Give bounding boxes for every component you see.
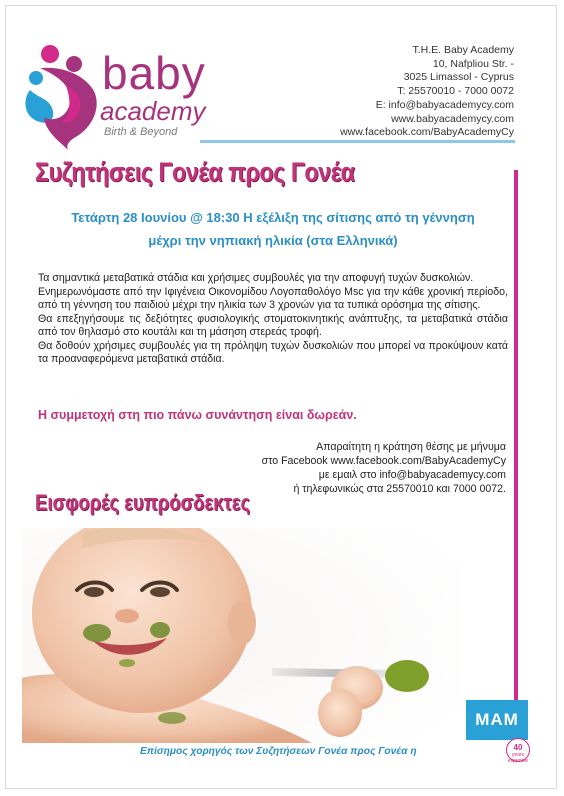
contributions-heading: Εισφορές ευπρόσδεκτες: [35, 490, 251, 515]
booking-line-3[interactable]: με εμαιλ στο info@babyacademycy.com: [318, 469, 506, 481]
contact-facebook-link[interactable]: www.facebook.com/BabyAcademyCy: [340, 126, 514, 139]
contact-website-link[interactable]: www.babyacademycy.com: [391, 112, 514, 125]
logo-word-academy: academy: [100, 96, 206, 126]
mam-years: 40: [513, 743, 523, 752]
description-paragraph-3: Θα επεξηγήσουμε τις δεξιότητες φυσιολογικής στοματοκινητικής ανάπτυξης, τα μεταβατικά στάδια από τον θηλασμό στο κουτάλι και τη μάσηση στερεάς τροφή.: [38, 312, 508, 338]
baby-academy-logo[interactable]: [22, 40, 232, 150]
description-paragraph-1: Τα σημαντικά μεταβατικά στάδια και χρήσιμες συμβουλές για την αποφυγή τυχών δυσκολιών.: [38, 272, 474, 284]
description-paragraph-2: Ενημερωνόμαστε από την Ιφιγένεια Οικονομίδου Λογοπαθολόγο Msc για την κάθε χρονική περίοδο, από τη γέννηση του παιδιού μέχρι την ηλικία των 3 χρονών για τα τυπικά ορόσημα της σίτισης.: [38, 285, 508, 311]
mam-expertise-seal: [506, 738, 530, 762]
sponsor-line: Επίσημος χορηγός των Συζητήσεων Γονέα προς Γονέα η: [140, 746, 417, 757]
event-details: [38, 206, 508, 252]
event-description: [38, 272, 508, 367]
booking-line-4: ή τηλεφωνικώς στα 25570010 και 7000 0072.: [293, 483, 506, 495]
mam-logo: MAM: [466, 700, 528, 740]
side-accent-bar: [514, 170, 518, 760]
contact-email-link[interactable]: E: info@babyacademycy.com: [375, 98, 514, 111]
contact-city: 3025 Limassol - Cyprus: [403, 71, 514, 84]
contact-street: 10, Nafpliou Str. -: [432, 57, 514, 70]
contact-org: T.H.E. Baby Academy: [412, 44, 514, 56]
free-participation-notice: Η συμμετοχή στη πιο πάνω συνάντηση είναι δωρεάν.: [38, 408, 357, 422]
event-line-1: Τετάρτη 28 Ιουνίου @ 18:30 Η εξέλιξη της σίτισης από τη γέννηση: [71, 210, 475, 225]
logo-tagline: Birth & Beyond: [104, 126, 178, 138]
family-logo-icon: [22, 40, 112, 150]
contact-phone: T: 25570010 - 7000 0072: [397, 85, 514, 98]
booking-line-2[interactable]: στο Facebook www.facebook.com/BabyAcademyCy: [261, 455, 506, 467]
mam-sponsor-badge[interactable]: [466, 700, 528, 762]
header-divider: [200, 140, 515, 143]
event-line-2: μέχρι την νηπιακή ηλικία (στα Ελληνικά): [148, 233, 398, 248]
contact-block: [340, 44, 514, 140]
booking-info: [262, 440, 506, 496]
mam-years-caption: years expertise: [507, 752, 529, 764]
description-paragraph-4: Θα δοθούν χρήσιμες συμβουλές για τη πρόληψη τυχών δυσκολιών που μπορεί να προκύψουν κατά τα προαναφερόμενα μεταβατικά στάδια.: [38, 339, 508, 365]
booking-line-1: Απαραίτητη η κράτηση θέσης με μήνυμα: [316, 441, 506, 453]
page-title: Συζητήσεις Γονέα προς Γονέα: [35, 157, 355, 187]
baby-eating-photo: [22, 528, 462, 743]
logo-word-baby: baby: [102, 47, 206, 99]
